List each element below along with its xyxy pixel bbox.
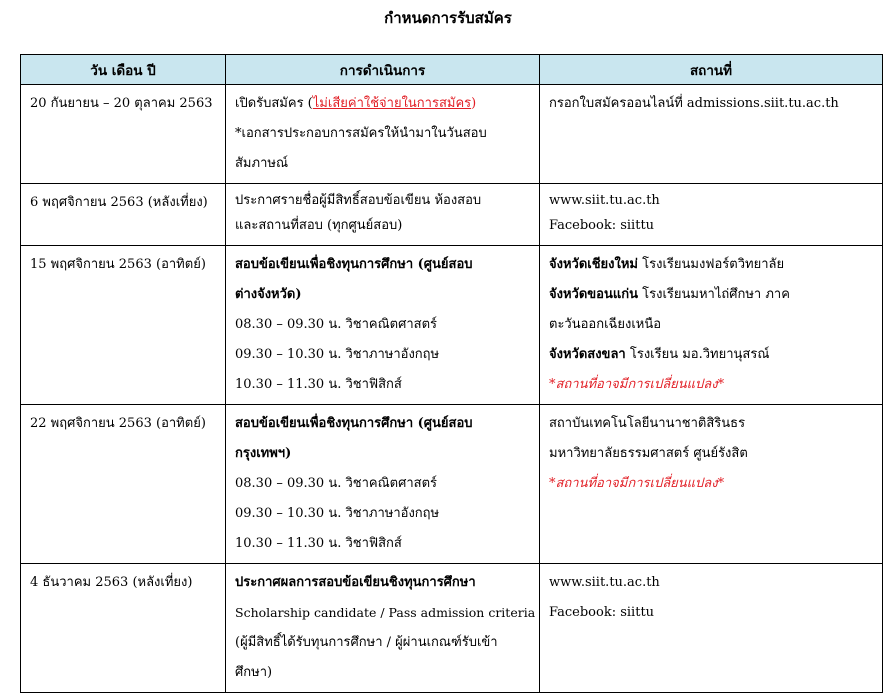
table-row: [21, 405, 883, 564]
date-text: 15 พฤศจิกายน 2563 (อาทิตย์): [30, 257, 206, 272]
location-cell: [540, 85, 883, 184]
website-link[interactable]: www.siit.tu.ac.th: [549, 575, 660, 590]
header-date: วัน เดือน ปี: [21, 55, 226, 85]
session-time: 09.30 – 10.30: [235, 347, 325, 362]
exam-session: [235, 310, 530, 340]
facebook-link[interactable]: Facebook: siittu: [549, 605, 655, 620]
venue-line: ตะวันออกเฉียงเหนือ: [549, 317, 662, 332]
activity-cell: [226, 85, 540, 184]
venue-line: [549, 250, 873, 280]
activity-cell: [226, 246, 540, 405]
venue-line: [549, 280, 873, 310]
session-subject: น. วิชาคณิตศาสตร์: [324, 476, 438, 491]
facebook-link[interactable]: Facebook: siittu: [549, 218, 655, 233]
session-subject: น. วิชาฟิสิกส์: [324, 377, 402, 392]
activity-line: ศึกษา): [235, 665, 273, 680]
province-name: จังหวัดเชียงใหม่: [549, 257, 638, 272]
province-name: จังหวัดสงขลา: [549, 347, 626, 362]
activity-line: Scholarship candidate / Pass admission criteria: [235, 605, 536, 620]
table-row: [21, 564, 883, 693]
location-cell: [540, 184, 883, 246]
session-time: 08.30 – 09.30: [235, 317, 325, 332]
activity-line: [235, 89, 530, 119]
venue-name: โรงเรียน มอ.วิทยานุสรณ์: [625, 347, 770, 362]
table-row: [21, 184, 883, 246]
session-time: 10.30 – 11.30: [235, 536, 325, 551]
venue-name: โรงเรียนมงฟอร์ตวิทยาลัย: [638, 257, 785, 272]
exam-heading: กรุงเทพฯ): [235, 446, 292, 461]
change-notice: *สถานที่อาจมีการเปลี่ยนแปลง*: [549, 476, 725, 491]
activity-line: (ผู้มีสิทธิ์ได้รับทุนการศึกษา / ผู้ผ่านเกณฑ์รับเข้า: [235, 635, 498, 650]
session-subject: น. วิชาภาษาอังกฤษ: [324, 506, 440, 521]
session-subject: น. วิชาฟิสิกส์: [324, 536, 402, 551]
date-cell: [21, 246, 226, 405]
date-text: 20 กันยายน – 20 ตุลาคม 2563: [30, 96, 213, 111]
table-row: [21, 85, 883, 184]
activity-line: และสถานที่สอบ (ทุกศูนย์สอบ): [235, 218, 403, 233]
exam-session: [235, 370, 530, 400]
schedule-table: [20, 54, 883, 693]
venue-line: สถาบันเทคโนโลยีนานาชาติสิรินธร: [549, 416, 746, 431]
venue-line: มหาวิทยาลัยธรรมศาสตร์ ศูนย์รังสิต: [549, 446, 748, 461]
website-link[interactable]: www.siit.tu.ac.th: [549, 193, 660, 208]
activity-cell: [226, 564, 540, 693]
date-cell: [21, 405, 226, 564]
activity-cell: [226, 405, 540, 564]
date-text: 6 พฤศจิกายน 2563 (หลังเที่ยง): [30, 195, 208, 210]
exam-heading: ต่างจังหวัด): [235, 287, 302, 302]
date-cell: [21, 564, 226, 693]
venue-name: โรงเรียนมหาไถ่ศึกษา ภาค: [638, 287, 790, 302]
activity-line: สัมภาษณ์: [235, 156, 289, 171]
results-heading: ประกาศผลการสอบข้อเขียนชิงทุนการศึกษา: [235, 575, 476, 590]
exam-session: [235, 499, 530, 529]
exam-session: [235, 340, 530, 370]
session-time: 08.30 – 09.30: [235, 476, 325, 491]
free-application-link[interactable]: ไม่เสียค่าใช้จ่ายในการสมัคร: [312, 96, 472, 111]
date-cell: [21, 85, 226, 184]
activity-cell: [226, 184, 540, 246]
exam-session: [235, 469, 530, 499]
table-header-row: [21, 55, 883, 85]
date-cell: [21, 184, 226, 246]
header-location: สถานที่: [540, 55, 883, 85]
venue-line: [549, 340, 873, 370]
date-text: 22 พฤศจิกายน 2563 (อาทิตย์): [30, 416, 206, 431]
exam-heading: สอบข้อเขียนเพื่อชิงทุนการศึกษา (ศูนย์สอบ: [235, 416, 473, 431]
header-activity: การดำเนินการ: [226, 55, 540, 85]
activity-line: ประกาศรายชื่อผู้มีสิทธิ์สอบข้อเขียน ห้องสอบ: [235, 193, 482, 208]
exam-session: [235, 529, 530, 559]
activity-line: *เอกสารประกอบการสมัครให้นำมาในวันสอบ: [235, 126, 487, 141]
session-subject: น. วิชาคณิตศาสตร์: [324, 317, 438, 332]
session-time: 09.30 – 10.30: [235, 506, 325, 521]
session-time: 10.30 – 11.30: [235, 377, 325, 392]
location-cell: [540, 564, 883, 693]
change-notice: *สถานที่อาจมีการเปลี่ยนแปลง*: [549, 377, 725, 392]
exam-heading: สอบข้อเขียนเพื่อชิงทุนการศึกษา (ศูนย์สอบ: [235, 257, 473, 272]
location-cell: [540, 246, 883, 405]
province-name: จังหวัดขอนแก่น: [549, 287, 638, 302]
session-subject: น. วิชาภาษาอังกฤษ: [324, 347, 440, 362]
admissions-url[interactable]: กรอกใบสมัครออนไลน์ที่ admissions.siit.tu.ac.th: [549, 96, 839, 111]
activity-text: เปิดรับสมัคร (: [235, 96, 313, 111]
date-text: 4 ธันวาคม 2563 (หลังเที่ยง): [30, 575, 193, 590]
location-cell: [540, 405, 883, 564]
activity-text: ): [471, 96, 477, 111]
table-row: [21, 246, 883, 405]
page-title: กำหนดการรับสมัคร: [384, 9, 512, 27]
